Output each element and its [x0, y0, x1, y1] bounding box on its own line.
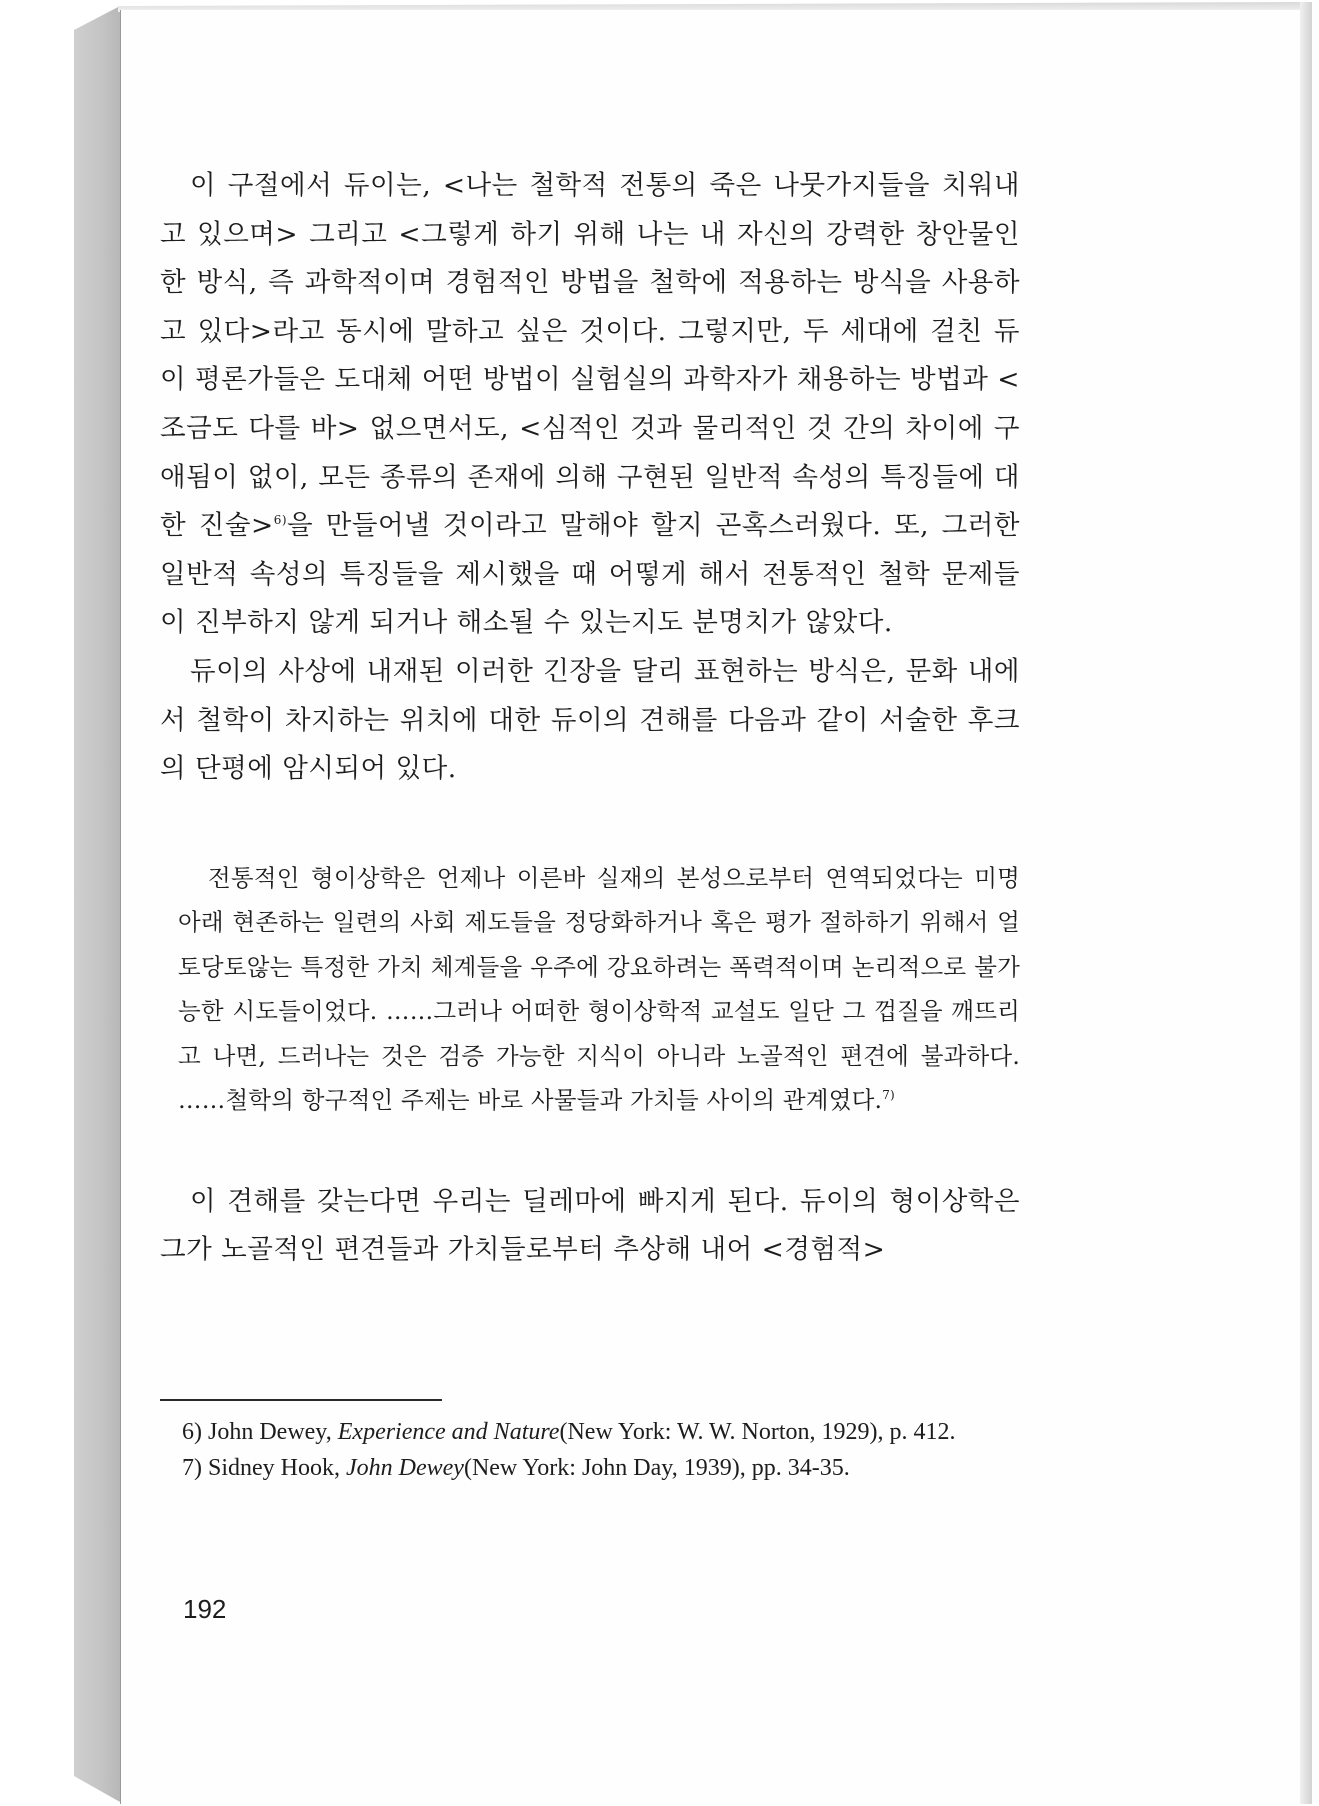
- footnote-ref-7: 7): [882, 1088, 895, 1103]
- paragraph-3: [160, 1178, 1020, 1275]
- paragraph-1: [160, 162, 1020, 648]
- footnote-rule: [160, 1399, 442, 1401]
- block-quote-text: 전통적인 형이상학은 언제나 이른바 실재의 본성으로부터 연역되었다는 미명 아래 현존하는 일련의 사회 제도들을 정당화하거나 혹은 평가 절하하기 위해서 얼토당토않는 특정한 가치 체계들을 우주에 강요하려는 폭력적이며 논리적으로 불가능한 시도들이었다. ……그러나 어떠한 형이상학적 교설도 일단 그 껍질을 깨뜨리고 나면, 드러나는 것은 검증 가능한 지식이 아니라 노골적인 편견에 불과하다. ……철학의 항구적인 주제는 바로 사물들과 가치들 사이의 관계였다.: [178, 863, 1020, 1115]
- footnote-7: [182, 1450, 1020, 1486]
- paragraph-1-text-a: 이 구절에서 듀이는, <나는 철학적 전통의 죽은 나뭇가지들을 치워내고 있으며> 그리고 <그렇게 하기 위해 나는 내 자신의 강력한 창안물인 한 방식, 즉 과학적이며 경험적인 방법을 철학에 적용하는 방식을 사용하고 있다>라고 동시에 말하고 싶은 것이다. 그렇지만, 두 세대에 걸친 듀이 평론가들은 도대체 어떤 방법이 실험실의 과학자가 채용하는 방법과 <조금도 다를 바> 없으면서도, <심적인 것과 물리적인 것 간의 차이에 구애됨이 없이, 모든 종류의 존재에 의해 구현된 일반적 속성의 특징들에 대한 진술>: [160, 170, 1020, 542]
- footnote-6-author: 6) John Dewey,: [182, 1419, 338, 1445]
- footnote-6-title: Experience and Nature: [337, 1419, 560, 1445]
- footnote-6-publication: (New York: W. W. Norton, 1929), p. 412.: [559, 1419, 956, 1445]
- block-quote: [178, 856, 1020, 1123]
- paragraph-1-text-b: 을 만들어낼 것이라고 말해야 할지 곤혹스러웠다. 또, 그러한 일반적 속성의 특징들을 제시했을 때 어떻게 해서 전통적인 철학 문제들이 진부하지 않게 되거나 해소될 수 있는지도 분명치가 않았다.: [160, 510, 1020, 639]
- book-spine: [74, 6, 120, 1802]
- footnotes: [182, 1414, 1020, 1486]
- paragraph-3-text: 이 견해를 갖는다면 우리는 딜레마에 빠지게 된다. 듀이의 형이상학은 그가 노골적인 편견들과 가치들로부터 추상해 내어 <경험적>: [160, 1185, 1020, 1266]
- footnote-7-publication: (New York: John Day, 1939), pp. 34-35.: [463, 1455, 850, 1481]
- footnote-6: [182, 1414, 1020, 1450]
- page-body: [160, 162, 1020, 1275]
- paragraph-2-text: 듀이의 사상에 내재된 이러한 긴장을 달리 표현하는 방식은, 문화 내에서 철학이 차지하는 위치에 대한 듀이의 견해를 다음과 같이 서술한 후크의 단평에 암시되어 있다.: [160, 655, 1020, 785]
- footnote-ref-6: 6): [273, 513, 288, 528]
- paragraph-2: [160, 648, 1020, 794]
- page-right-edge: [1300, 2, 1312, 1804]
- page-number: 192: [183, 1594, 227, 1624]
- footnote-7-author: 7) Sidney Hook,: [182, 1455, 346, 1481]
- footnote-7-title: John Dewey: [346, 1455, 464, 1481]
